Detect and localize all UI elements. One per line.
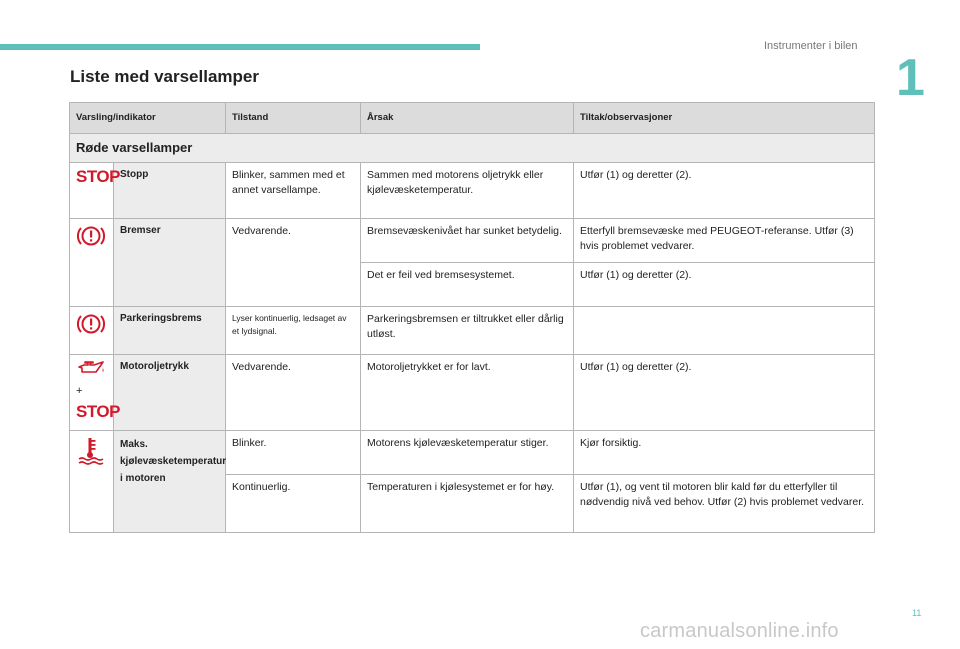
cause-cell: Motoroljetrykket er for lavt.: [361, 355, 574, 431]
indicator-name: Stopp: [114, 163, 226, 219]
table-row: [70, 431, 875, 475]
watermark: carmanualsonline.info: [640, 620, 839, 642]
header-accent-bar: [0, 44, 480, 50]
plus-sign: +: [76, 384, 83, 397]
action-cell: Utfør (1) og deretter (2).: [574, 355, 875, 431]
column-header-cause: Årsak: [361, 103, 574, 134]
state-cell: Vedvarende.: [226, 355, 361, 431]
state-cell: Blinker, sammen med et annet varsellampe.: [226, 163, 361, 219]
column-header-indicator: Varsling/indikator: [70, 103, 226, 134]
cause-cell: Det er feil ved bremsesystemet.: [361, 263, 574, 307]
column-header-state: Tilstand: [226, 103, 361, 134]
table-row: [70, 219, 875, 263]
chapter-number: 1: [896, 49, 925, 107]
oil-pressure-icon-cell: [70, 355, 120, 431]
action-cell: Utfør (1) og deretter (2).: [574, 163, 875, 219]
parking-brake-icon-cell: [70, 307, 114, 355]
state-cell: Lyser kontinuerlig, ledsaget av et lydsignal.: [226, 307, 361, 355]
cause-cell: Parkeringsbremsen er tiltrukket eller dårlig utløst.: [361, 307, 574, 355]
coolant-icon-cell: [70, 431, 114, 533]
action-cell: Utfør (1), og vent til motoren blir kald før du etterfyller til nødvendig nivå ved behov. Utfør (2) hvis problemet vedvarer.: [574, 475, 875, 533]
page-title: Liste med varsellamper: [70, 67, 259, 86]
stop-icon: STOP: [76, 402, 120, 422]
indicator-name: Bremser: [114, 219, 226, 307]
indicator-name: Parkeringsbrems: [114, 307, 226, 355]
state-cell: Vedvarende.: [226, 219, 361, 307]
cause-cell: Temperaturen i kjølesystemet er for høy.: [361, 475, 574, 533]
table-row: [70, 355, 875, 431]
indicator-name: Maks. kjølevæsketemperatur i motoren: [114, 431, 226, 533]
state-cell: Kontinuerlig.: [226, 475, 361, 533]
action-cell: Utfør (1) og deretter (2).: [574, 263, 875, 307]
cause-cell: Motorens kjølevæsketemperatur stiger.: [361, 431, 574, 475]
state-cell: Blinker.: [226, 431, 361, 475]
stop-icon: STOP: [76, 167, 120, 187]
action-cell: Kjør forsiktig.: [574, 431, 875, 475]
indicator-name: Motoroljetrykk: [114, 355, 226, 431]
column-header-action: Tiltak/observasjoner: [574, 103, 875, 134]
action-cell: [574, 307, 875, 355]
section-label: Instrumenter i bilen: [764, 40, 858, 52]
warning-lamps-table: [69, 102, 875, 533]
coolant-temperature-icon: [76, 436, 104, 466]
action-cell: Etterfyll bremsevæske med PEUGEOT-referanse. Utfør (3) hvis problemet vedvarer.: [574, 219, 875, 263]
page-number: 11: [912, 608, 922, 618]
section-row-red: [70, 134, 875, 163]
cause-cell: Bremsevæskenivået har sunket betydelig.: [361, 219, 574, 263]
table-row: [70, 163, 875, 219]
brake-warning-icon: [76, 224, 106, 248]
brake-icon-cell: [70, 219, 114, 307]
parking-brake-icon: [76, 312, 106, 336]
oil-can-icon: [76, 360, 106, 376]
table-row: [70, 307, 875, 355]
stop-icon-cell: [70, 163, 120, 219]
section-title-red-lamps: Røde varsellamper: [70, 134, 875, 163]
cause-cell: Sammen med motorens oljetrykk eller kjølevæsketemperatur.: [361, 163, 574, 219]
table-header-row: [70, 103, 875, 134]
